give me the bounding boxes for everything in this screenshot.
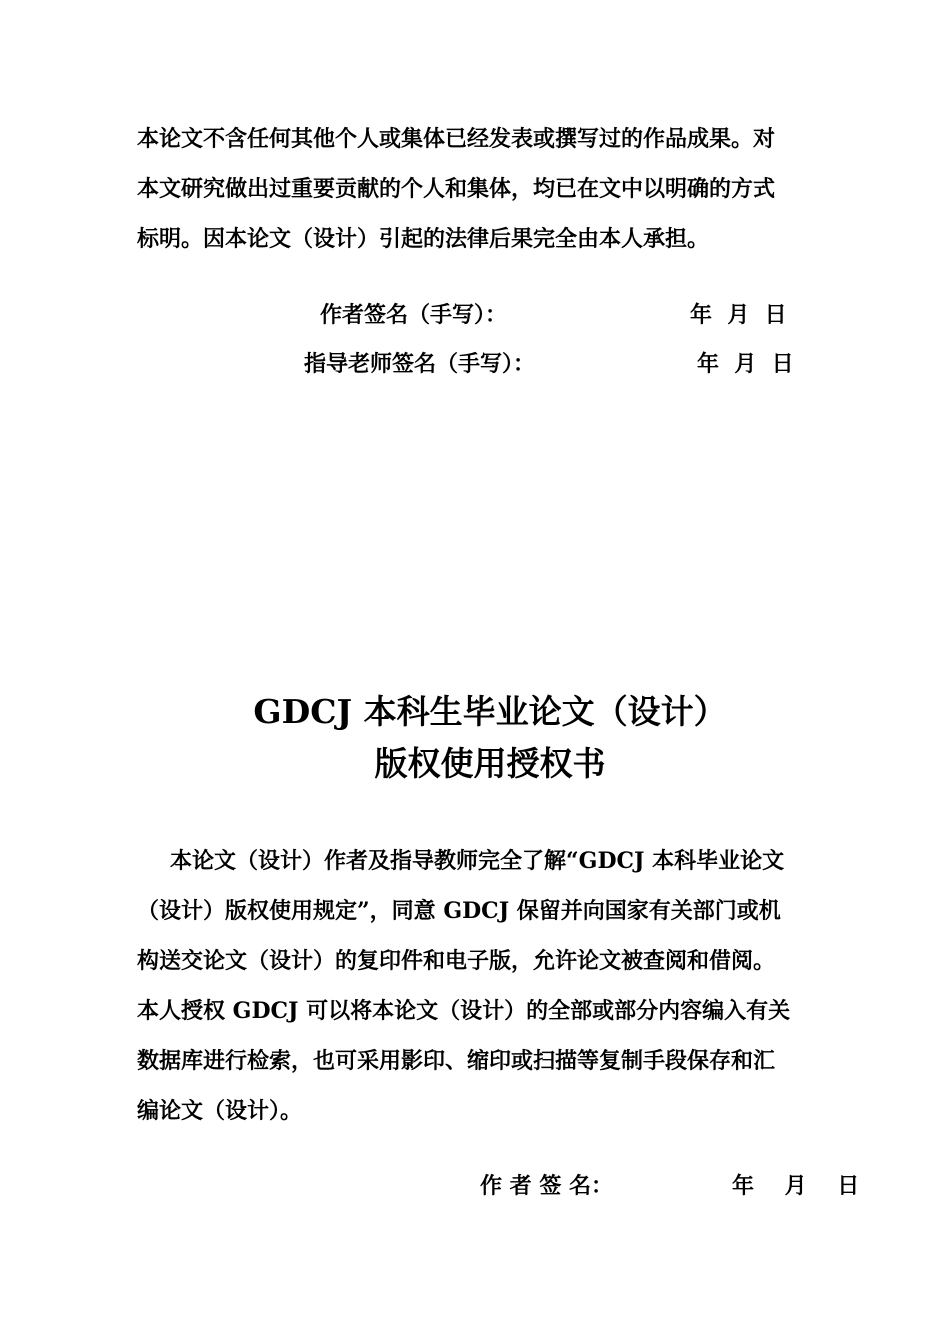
authorization-line: 编论文（设计）。 bbox=[137, 1098, 303, 1124]
author-signature-date: 年 月 日 bbox=[690, 302, 787, 328]
advisor-signature-date: 年 月 日 bbox=[697, 351, 794, 377]
final-signature-date: 年 月 日 bbox=[732, 1173, 860, 1199]
copyright-authorization-paragraph bbox=[137, 836, 837, 1136]
author-signature-label: 作者签名（手写）： bbox=[320, 302, 508, 328]
declaration-line: 本论文不含任何其他个人或集体已经发表或撰写过的作品成果。对 bbox=[137, 126, 776, 152]
authorization-title-line2: 版权使用授权书 bbox=[374, 744, 606, 783]
advisor-signature-label: 指导老师签名（手写）： bbox=[304, 351, 536, 377]
authorization-line: 本论文（设计）作者及指导教师完全了解“GDCJ 本科毕业论文 bbox=[170, 848, 785, 874]
declaration-line: 本文研究做出过重要贡献的个人和集体，均已在文中以明确的方式 bbox=[137, 176, 776, 202]
authorization-title-line1: GDCJ 本科生毕业论文（设计） bbox=[253, 692, 727, 731]
final-author-signature-label: 作 者 签 名： bbox=[480, 1173, 613, 1199]
authorization-line: 构送交论文（设计）的复印件和电子版，允许论文被查阅和借阅。 bbox=[137, 948, 776, 974]
authorization-line: （设计）版权使用规定”，同意 GDCJ 保留并向国家有关部门或机 bbox=[137, 898, 781, 924]
authorization-line: 数据库进行检索，也可采用影印、缩印或扫描等复制手段保存和汇 bbox=[137, 1048, 776, 1074]
originality-declaration-paragraph bbox=[137, 114, 837, 264]
declaration-line: 标明。因本论文（设计）引起的法律后果完全由本人承担。 bbox=[137, 226, 710, 252]
authorization-line: 本人授权 GDCJ 可以将本论文（设计）的全部或部分内容编入有关 bbox=[137, 998, 791, 1024]
